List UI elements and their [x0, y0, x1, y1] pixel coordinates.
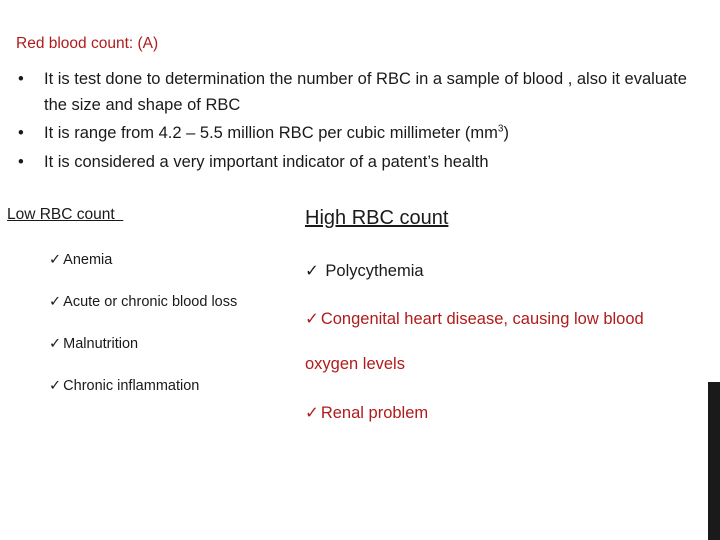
- check-icon: ✓: [49, 252, 62, 268]
- bullet-item: [16, 66, 696, 118]
- high-rbc-heading: High RBC count: [305, 207, 449, 229]
- list-item: [49, 252, 237, 294]
- decorative-side-bar: [708, 382, 720, 540]
- list-item-text: oxygen levels: [305, 355, 405, 373]
- list-item-text: Anemia: [63, 252, 113, 268]
- check-icon: ✓: [305, 262, 319, 280]
- list-item: [305, 261, 644, 309]
- check-icon: ✓: [305, 404, 319, 422]
- list-item-text: Congenital heart disease, causing low blood: [320, 310, 644, 328]
- list-item: [49, 336, 237, 378]
- list-item-continuation: [305, 355, 644, 403]
- slide-title: Red blood count: (A): [16, 35, 159, 52]
- list-item-text: Acute or chronic blood loss: [63, 294, 238, 310]
- bullet-list: [16, 66, 696, 175]
- check-icon: ✓: [49, 336, 62, 352]
- superscript: 3: [497, 123, 504, 135]
- list-item-text: Chronic inflammation: [63, 378, 200, 394]
- low-rbc-list: [49, 252, 237, 420]
- check-icon: ✓: [305, 310, 319, 328]
- check-icon: ✓: [49, 294, 62, 310]
- list-item: [305, 403, 644, 423]
- list-item-text: Malnutrition: [63, 336, 139, 352]
- bullet-text: It is test done to determination the number of RBC in a sample of blood , also it evaluate the size and shape of RBC: [44, 70, 687, 114]
- list-item: [305, 309, 644, 355]
- high-rbc-list: [305, 261, 644, 423]
- bullet-item: [16, 120, 696, 146]
- bullet-text: It is considered a very important indicator of a patent’s health: [44, 153, 489, 171]
- bullet-text-end: ): [503, 124, 509, 142]
- list-item-text: Polycythemia: [320, 262, 424, 280]
- low-rbc-heading: Low RBC count: [7, 206, 124, 223]
- list-item: [49, 378, 237, 420]
- list-item-text: Renal problem: [320, 404, 429, 422]
- bullet-text: It is range from 4.2 – 5.5 million RBC per cubic millimeter (mm: [44, 124, 498, 142]
- check-icon: ✓: [49, 378, 62, 394]
- bullet-item: [16, 149, 696, 175]
- list-item: [49, 294, 237, 336]
